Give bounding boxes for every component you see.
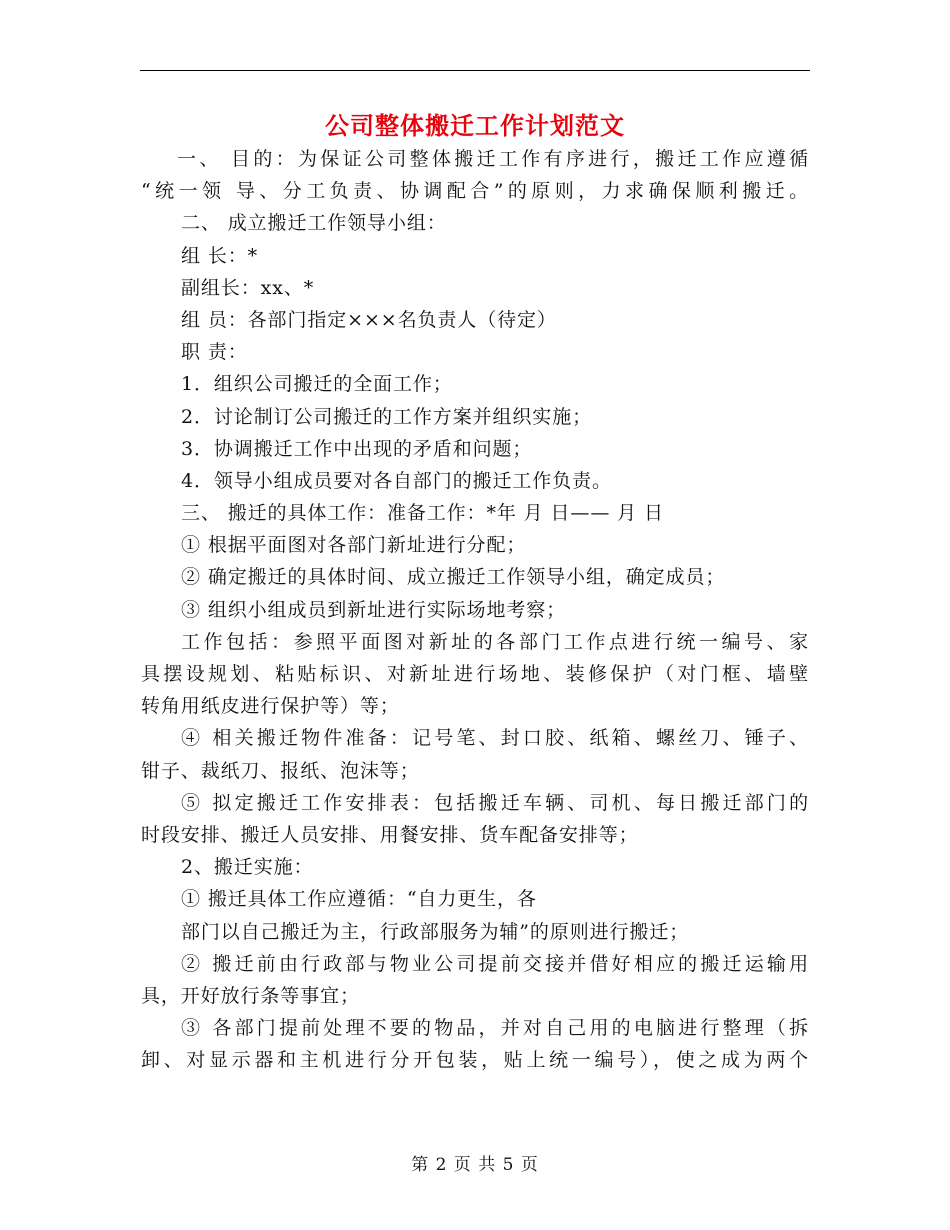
- list-item: 2．讨论制订公司搬迁的工作方案并组织实施；: [181, 405, 592, 428]
- paragraph-line: 具摆设规划、粘贴标识、对新址进行场地、装修保护（对门框、墙壁: [141, 663, 809, 685]
- header-rule: [140, 70, 810, 71]
- paragraph-line: 副组长：xx、*: [181, 276, 315, 299]
- paragraph-line: 一、 目的：为保证公司整体搬迁工作有序进行，搬迁工作应遵循: [177, 148, 809, 170]
- paragraph-line: 部门以自己搬迁为主，行政部服务为辅”的原则进行搬迁；: [181, 920, 690, 943]
- list-item: ③ 各部门提前处理不要的物品，并对自己用的电脑进行整理（拆: [181, 1017, 809, 1040]
- paragraph-line: 工作包括：参照平面图对新址的各部门工作点进行统一编号、家: [181, 630, 809, 653]
- paragraph-line: 时段安排、搬迁人员安排、用餐安排、货车配备安排等；: [141, 823, 639, 846]
- paragraph-line: 三、 搬迁的具体工作：准备工作：*年 月 日—— 月 日: [181, 502, 664, 525]
- list-item: ① 搬迁具体工作应遵循：“自力更生，各: [181, 888, 537, 911]
- paragraph-line: 转角用纸皮进行保护等）等；: [141, 695, 400, 718]
- page-number: 第 2 页 共 5 页: [411, 1155, 539, 1175]
- paragraph-line: 钳子、裁纸刀、报纸、泡沫等；: [141, 759, 420, 782]
- document-body: [141, 143, 809, 1076]
- list-item: ① 根据平面图对各部门新址进行分配；: [181, 534, 527, 557]
- paragraph-line: “统一领 导、分工负责、协调配合”的原则，力求确保顺利搬迁。: [141, 180, 809, 203]
- list-item: 4．领导小组成员要对各自部门的搬迁工作负责。: [181, 469, 612, 492]
- list-item: ④ 相关搬迁物件准备：记号笔、封口胶、纸箱、螺丝刀、锤子、: [181, 727, 809, 750]
- paragraph-line: 具，开好放行条等事宜；: [141, 984, 360, 1007]
- list-item: 3．协调搬迁工作中出现的矛盾和问题；: [181, 437, 533, 460]
- list-item: ② 搬迁前由行政部与物业公司提前交接并借好相应的搬迁运输用: [181, 952, 809, 975]
- paragraph-line: 组 员：各部门指定×××名负责人（待定）: [181, 308, 557, 331]
- document-title: 公司整体搬迁工作计划范文: [325, 111, 625, 140]
- paragraph-line: 2、搬迁实施：: [181, 856, 314, 879]
- paragraph-line: 职 责：: [181, 341, 248, 364]
- list-item: ③ 组织小组成员到新址进行实际场地考察；: [181, 598, 567, 621]
- list-item: 1．组织公司搬迁的全面工作；: [181, 373, 453, 396]
- paragraph-line: 二、 成立搬迁工作领导小组：: [181, 212, 447, 235]
- list-item: ② 确定搬迁的具体时间、成立搬迁工作领导小组，确定成员；: [181, 566, 726, 589]
- paragraph-line: 组 长：*: [181, 244, 259, 267]
- list-item: ⑤ 拟定搬迁工作安排表：包括搬迁车辆、司机、每日搬迁部门的: [181, 791, 809, 814]
- paragraph-line: 卸、对显示器和主机进行分开包装，贴上统一编号），使之成为两个: [141, 1049, 809, 1072]
